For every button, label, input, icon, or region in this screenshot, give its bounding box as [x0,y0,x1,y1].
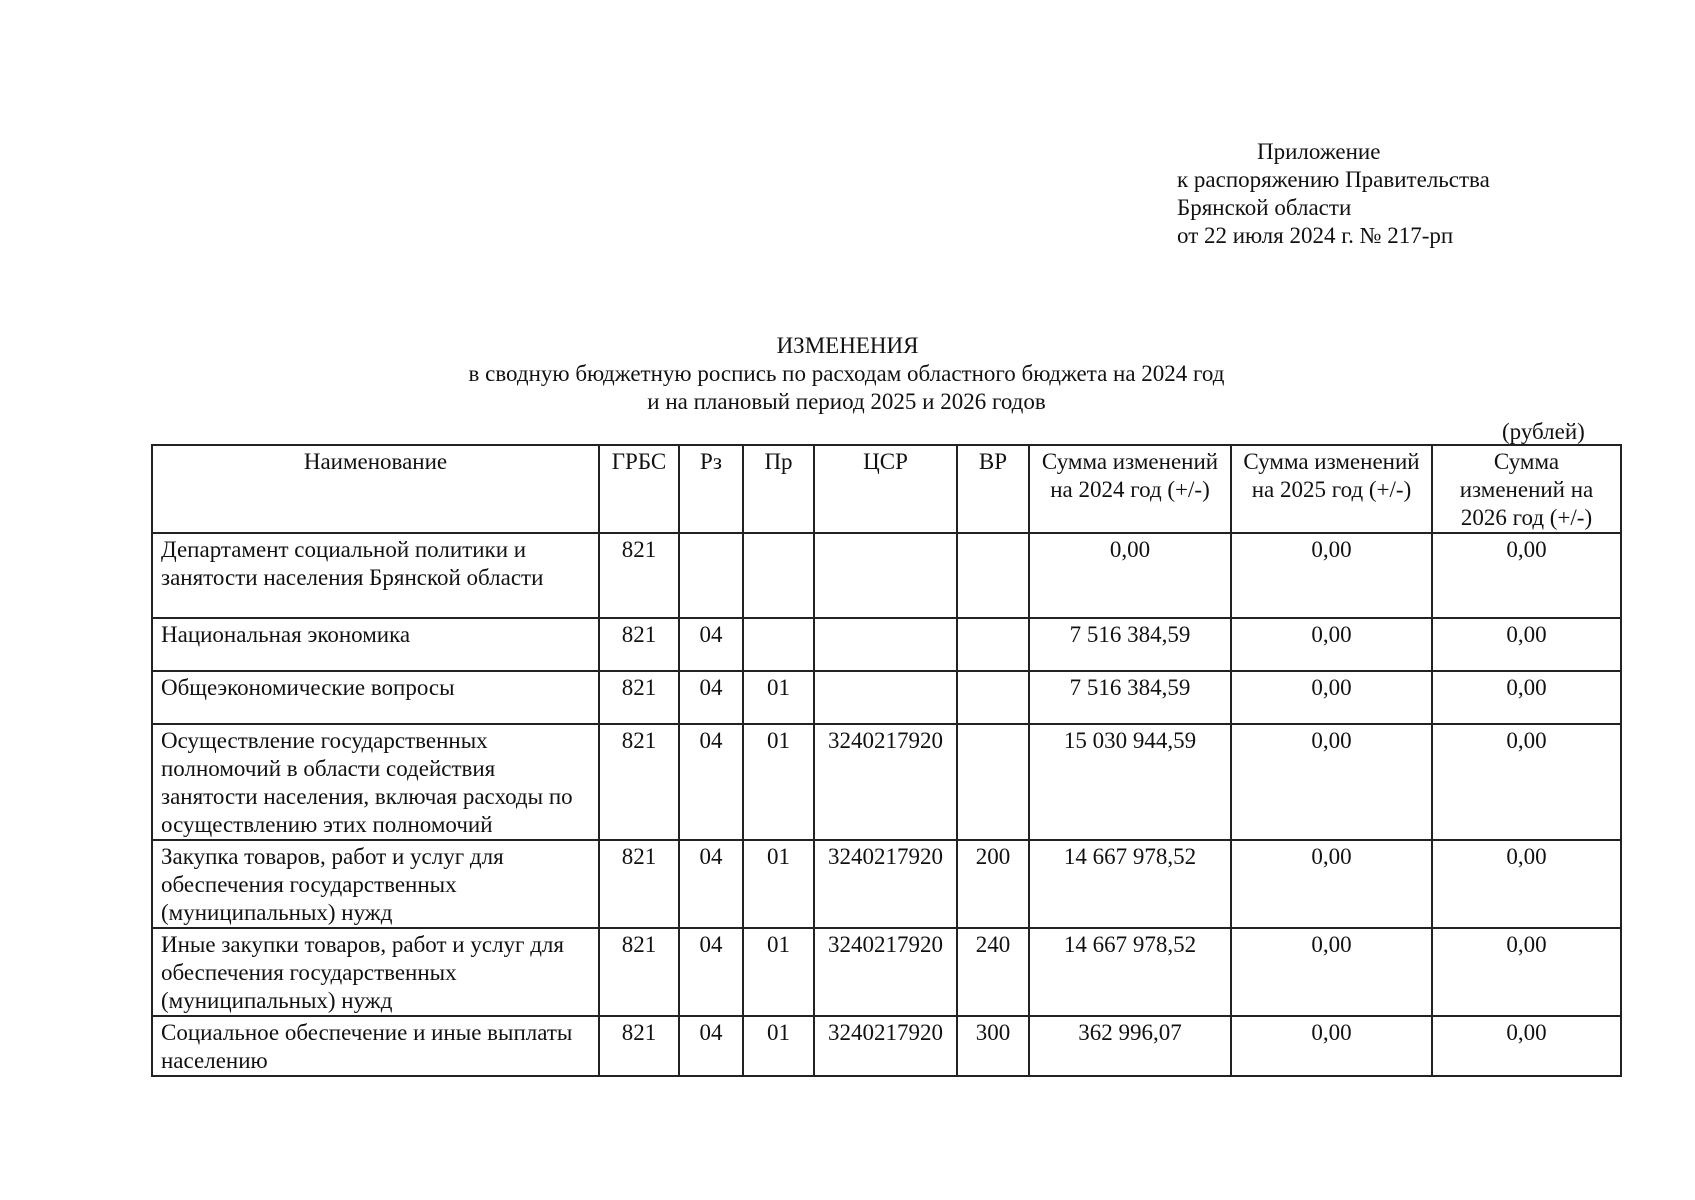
cell-sum-2024: 0,00 [1029,533,1231,618]
cell-sum-2025: 0,00 [1231,533,1432,618]
cell-sum-2026: 0,00 [1432,533,1621,618]
table-row [152,928,1621,1016]
header-name: Наименование [152,445,599,533]
cell-pr: 01 [743,724,814,840]
cell-sum-2025: 0,00 [1231,618,1432,671]
cell-grbs: 821 [599,618,679,671]
cell-sum-2024: 14 667 978,52 [1029,928,1231,1016]
cell-grbs: 821 [599,1016,679,1076]
cell-rz: 04 [679,671,743,724]
cell-pr [743,533,814,618]
cell-pr: 01 [743,928,814,1016]
cell-csr: 3240217920 [814,840,957,928]
cell-csr: 3240217920 [814,724,957,840]
cell-pr: 01 [743,1016,814,1076]
cell-sum-2025: 0,00 [1231,928,1432,1016]
header-pr: Пр [743,445,814,533]
cell-rz: 04 [679,618,743,671]
cell-csr: 3240217920 [814,928,957,1016]
cell-vr [957,671,1029,724]
cell-sum-2026: 0,00 [1432,1016,1621,1076]
cell-rz: 04 [679,1016,743,1076]
header-sum-2024: Сумма изменений на 2024 год (+/-) [1029,445,1231,533]
budget-changes-table [151,444,1622,1077]
cell-grbs: 821 [599,724,679,840]
header-sum-2025: Сумма изменений на 2025 год (+/-) [1231,445,1432,533]
table-row [152,618,1621,671]
cell-csr [814,671,957,724]
cell-sum-2024: 14 667 978,52 [1029,840,1231,928]
header-vr: ВР [957,445,1029,533]
cell-sum-2024: 362 996,07 [1029,1016,1231,1076]
cell-sum-2026: 0,00 [1432,928,1621,1016]
cell-csr [814,533,957,618]
cell-pr: 01 [743,840,814,928]
title-heading: ИЗМЕНЕНИЯ [776,333,919,358]
cell-rz: 04 [679,928,743,1016]
header-grbs: ГРБС [599,445,679,533]
table-row [152,671,1621,724]
cell-sum-2025: 0,00 [1231,840,1432,928]
title-line-3: и на плановый период 2025 и 2026 годов [647,389,1046,414]
cell-sum-2024: 7 516 384,59 [1029,618,1231,671]
table-row [152,840,1621,928]
cell-name: Департамент социальной политики и занятости населения Брянской области [152,533,599,618]
appendix-line-1: Приложение [1257,139,1381,164]
table-row [152,533,1621,618]
cell-vr: 200 [957,840,1029,928]
cell-sum-2026: 0,00 [1432,840,1621,928]
cell-name: Закупка товаров, работ и услуг для обеспечения государственных (муниципальных) нужд [152,840,599,928]
cell-sum-2026: 0,00 [1432,618,1621,671]
cell-name: Иные закупки товаров, работ и услуг для обеспечения государственных (муниципальных) нужд [152,928,599,1016]
table-row [152,1016,1621,1076]
cell-sum-2025: 0,00 [1231,671,1432,724]
cell-rz [679,533,743,618]
cell-sum-2025: 0,00 [1231,724,1432,840]
cell-name: Социальное обеспечение и иные выплаты населению [152,1016,599,1076]
cell-rz: 04 [679,840,743,928]
cell-name: Национальная экономика [152,618,599,671]
cell-vr [957,533,1029,618]
cell-vr: 240 [957,928,1029,1016]
cell-pr: 01 [743,671,814,724]
header-csr: ЦСР [814,445,957,533]
cell-vr: 300 [957,1016,1029,1076]
table-header-row [152,445,1621,533]
cell-name: Общеэкономические вопросы [152,671,599,724]
table-row [152,724,1621,840]
appendix-line-4: от 22 июля 2024 г. № 217-рп [1177,223,1454,248]
document-title [0,332,1695,416]
cell-sum-2026: 0,00 [1432,724,1621,840]
cell-sum-2024: 7 516 384,59 [1029,671,1231,724]
cell-grbs: 821 [599,533,679,618]
title-line-2: в сводную бюджетную роспись по расходам областного бюджета на 2024 год [468,361,1225,386]
cell-grbs: 821 [599,671,679,724]
cell-name: Осуществление государственных полномочий в области содействия занятости населения, включая расходы по осуществлению этих полномочий [152,724,599,840]
cell-sum-2024: 15 030 944,59 [1029,724,1231,840]
cell-grbs: 821 [599,840,679,928]
cell-rz: 04 [679,724,743,840]
appendix-line-3: Брянской области [1177,195,1352,220]
cell-sum-2026: 0,00 [1432,671,1621,724]
cell-grbs: 821 [599,928,679,1016]
cell-csr [814,618,957,671]
cell-vr [957,724,1029,840]
cell-pr [743,618,814,671]
cell-sum-2025: 0,00 [1231,1016,1432,1076]
appendix-block [1177,138,1490,250]
cell-csr: 3240217920 [814,1016,957,1076]
units-label: (рублей) [1502,419,1585,444]
appendix-line-2: к распоряжению Правительства [1177,167,1490,192]
cell-vr [957,618,1029,671]
header-rz: Рз [679,445,743,533]
header-sum-2026: Сумма изменений на 2026 год (+/-) [1432,445,1621,533]
